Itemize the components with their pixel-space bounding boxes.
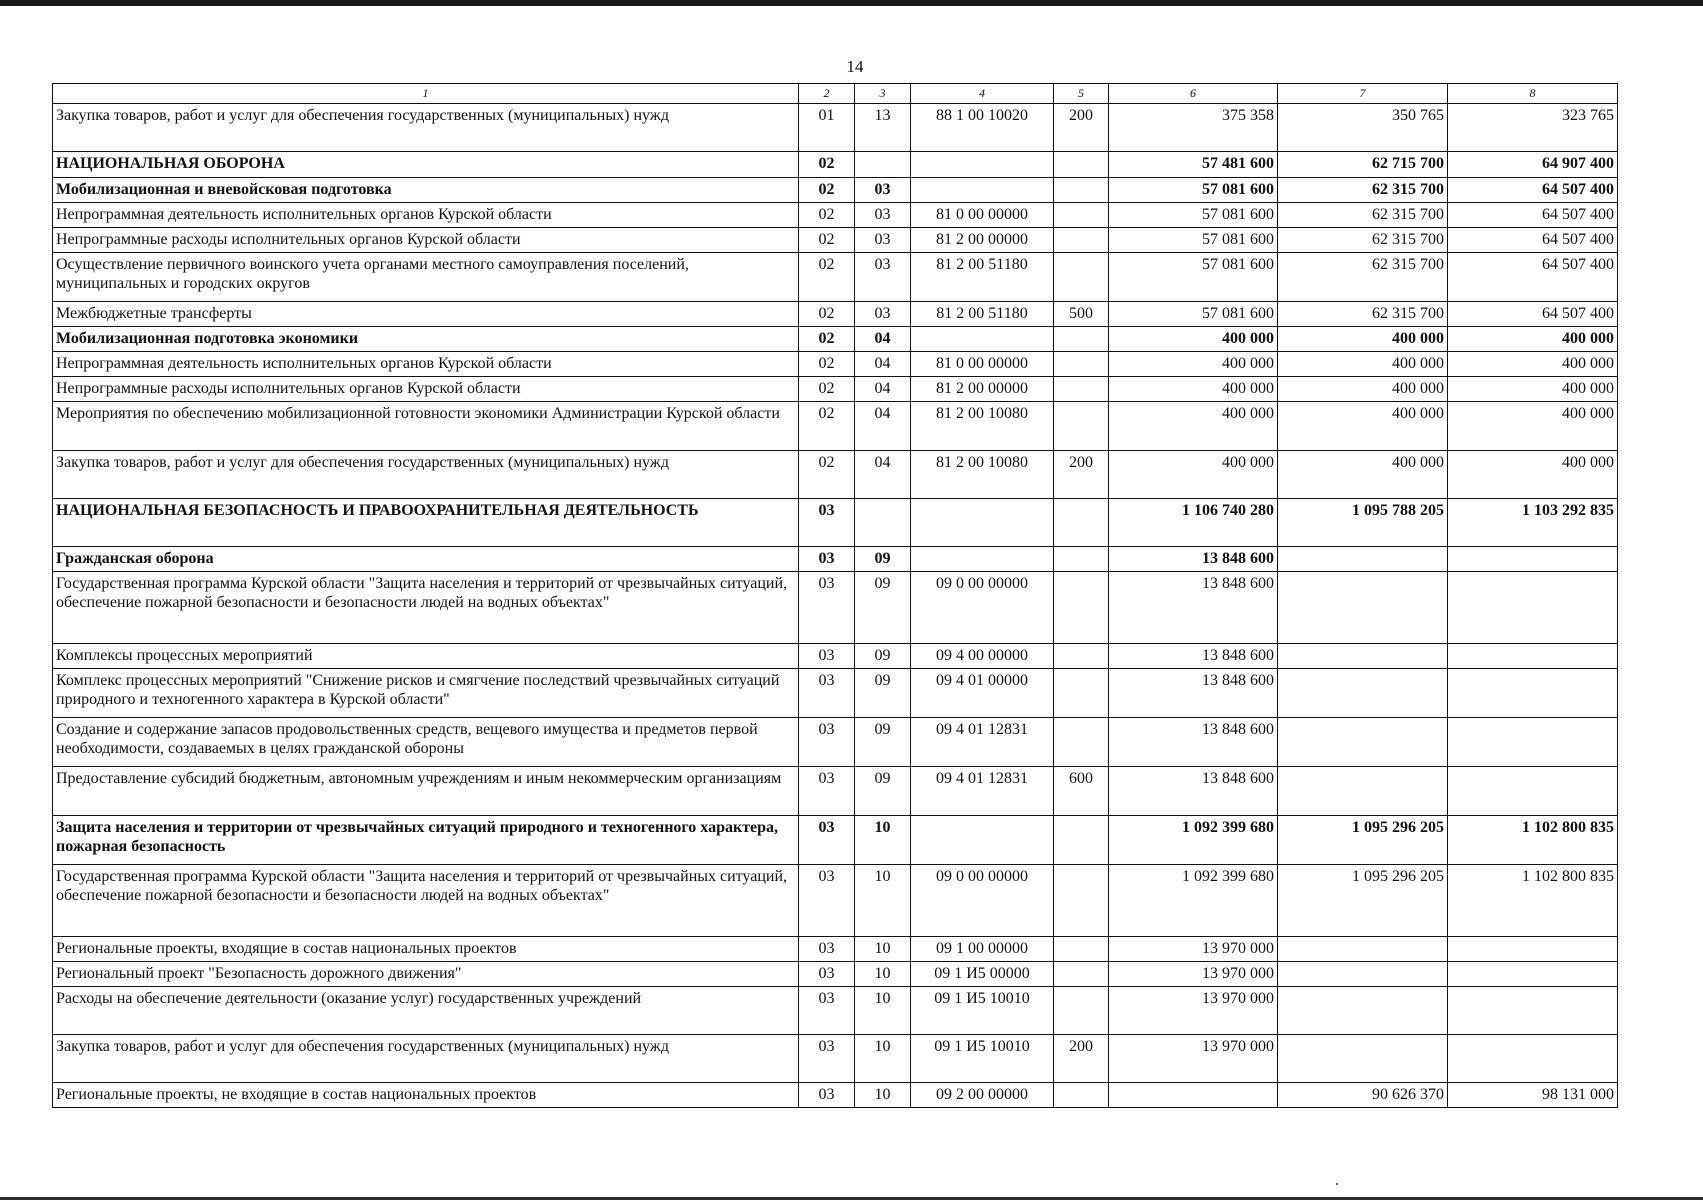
- amount-year2-cell: 1 095 296 205: [1278, 865, 1448, 937]
- subsection-code-cell: [855, 152, 911, 178]
- subsection-code-cell: 04: [855, 402, 911, 451]
- target-article-cell: [911, 152, 1054, 178]
- row-name-cell: НАЦИОНАЛЬНАЯ БЕЗОПАСНОСТЬ И ПРАВООХРАНИТЕЛЬНАЯ ДЕЯТЕЛЬНОСТЬ: [53, 499, 799, 547]
- amount-year2-cell: [1278, 547, 1448, 572]
- target-article-cell: [911, 499, 1054, 547]
- section-code-cell: 02: [799, 352, 855, 377]
- row-name-cell: Расходы на обеспечение деятельности (оказание услуг) государственных учреждений: [53, 987, 799, 1035]
- amount-year1-cell: 400 000: [1109, 352, 1278, 377]
- subsection-code-cell: 04: [855, 352, 911, 377]
- expense-type-cell: [1054, 937, 1109, 962]
- section-code-cell: 02: [799, 402, 855, 451]
- budget-table: [52, 83, 1618, 1108]
- section-code-cell: 03: [799, 1035, 855, 1083]
- target-article-cell: 81 0 00 00000: [911, 352, 1054, 377]
- expense-type-cell: 600: [1054, 767, 1109, 816]
- amount-year3-cell: [1448, 644, 1618, 669]
- column-number: 1: [53, 84, 799, 104]
- expense-type-cell: [1054, 962, 1109, 987]
- subsection-code-cell: 09: [855, 669, 911, 718]
- target-article-cell: 09 4 01 00000: [911, 669, 1054, 718]
- expense-type-cell: [1054, 572, 1109, 644]
- table-row: [53, 644, 1618, 669]
- amount-year3-cell: 98 131 000: [1448, 1083, 1618, 1108]
- table-row: [53, 178, 1618, 203]
- target-article-cell: 81 2 00 51180: [911, 253, 1054, 302]
- target-article-cell: 81 2 00 51180: [911, 302, 1054, 327]
- target-article-cell: 81 2 00 10080: [911, 451, 1054, 499]
- amount-year3-cell: 1 103 292 835: [1448, 499, 1618, 547]
- amount-year2-cell: 400 000: [1278, 402, 1448, 451]
- subsection-code-cell: 03: [855, 178, 911, 203]
- subsection-code-cell: 03: [855, 302, 911, 327]
- row-name-cell: Непрограммные расходы исполнительных органов Курской области: [53, 377, 799, 402]
- section-code-cell: 03: [799, 1083, 855, 1108]
- target-article-cell: [911, 178, 1054, 203]
- amount-year2-cell: 400 000: [1278, 451, 1448, 499]
- amount-year2-cell: [1278, 572, 1448, 644]
- expense-type-cell: [1054, 816, 1109, 865]
- row-name-cell: Непрограммные расходы исполнительных органов Курской области: [53, 228, 799, 253]
- table-row: [53, 669, 1618, 718]
- amount-year1-cell: 57 081 600: [1109, 228, 1278, 253]
- target-article-cell: [911, 327, 1054, 352]
- section-code-cell: 02: [799, 178, 855, 203]
- target-article-cell: 09 1 И5 10010: [911, 1035, 1054, 1083]
- amount-year3-cell: 64 907 400: [1448, 152, 1618, 178]
- expense-type-cell: [1054, 1083, 1109, 1108]
- subsection-code-cell: 13: [855, 104, 911, 152]
- expense-type-cell: [1054, 402, 1109, 451]
- amount-year1-cell: 57 081 600: [1109, 302, 1278, 327]
- row-name-cell: Закупка товаров, работ и услуг для обеспечения государственных (муниципальных) нужд: [53, 104, 799, 152]
- row-name-cell: Межбюджетные трансферты: [53, 302, 799, 327]
- amount-year1-cell: 1 092 399 680: [1109, 816, 1278, 865]
- column-number: 8: [1448, 84, 1618, 104]
- table-row: [53, 203, 1618, 228]
- expense-type-cell: 200: [1054, 1035, 1109, 1083]
- amount-year3-cell: [1448, 1035, 1618, 1083]
- amount-year1-cell: 57 481 600: [1109, 152, 1278, 178]
- column-number: 2: [799, 84, 855, 104]
- amount-year3-cell: 400 000: [1448, 402, 1618, 451]
- amount-year1-cell: 13 970 000: [1109, 962, 1278, 987]
- table-row: [53, 402, 1618, 451]
- table-row: [53, 816, 1618, 865]
- table-row: [53, 451, 1618, 499]
- table-row: [53, 547, 1618, 572]
- column-number: 5: [1054, 84, 1109, 104]
- amount-year2-cell: [1278, 937, 1448, 962]
- amount-year3-cell: [1448, 572, 1618, 644]
- row-name-cell: Гражданская оборона: [53, 547, 799, 572]
- amount-year1-cell: 400 000: [1109, 377, 1278, 402]
- table-row: [53, 1035, 1618, 1083]
- amount-year1-cell: 1 092 399 680: [1109, 865, 1278, 937]
- expense-type-cell: [1054, 352, 1109, 377]
- amount-year2-cell: 1 095 788 205: [1278, 499, 1448, 547]
- table-row: [53, 767, 1618, 816]
- amount-year3-cell: 64 507 400: [1448, 302, 1618, 327]
- subsection-code-cell: [855, 499, 911, 547]
- amount-year1-cell: 13 848 600: [1109, 767, 1278, 816]
- row-name-cell: Закупка товаров, работ и услуг для обеспечения государственных (муниципальных) нужд: [53, 1035, 799, 1083]
- subsection-code-cell: 10: [855, 937, 911, 962]
- expense-type-cell: [1054, 644, 1109, 669]
- amount-year3-cell: [1448, 669, 1618, 718]
- row-name-cell: НАЦИОНАЛЬНАЯ ОБОРОНА: [53, 152, 799, 178]
- table-row: [53, 327, 1618, 352]
- amount-year1-cell: 57 081 600: [1109, 203, 1278, 228]
- table-row: [53, 352, 1618, 377]
- amount-year1-cell: 1 106 740 280: [1109, 499, 1278, 547]
- subsection-code-cell: 10: [855, 987, 911, 1035]
- amount-year3-cell: 64 507 400: [1448, 203, 1618, 228]
- expense-type-cell: [1054, 228, 1109, 253]
- scan-top-border: [0, 0, 1703, 6]
- row-name-cell: Непрограммная деятельность исполнительных органов Курской области: [53, 203, 799, 228]
- column-number: 4: [911, 84, 1054, 104]
- expense-type-cell: [1054, 203, 1109, 228]
- subsection-code-cell: 09: [855, 767, 911, 816]
- section-code-cell: 03: [799, 937, 855, 962]
- expense-type-cell: [1054, 987, 1109, 1035]
- table-row: [53, 987, 1618, 1035]
- amount-year2-cell: 62 315 700: [1278, 302, 1448, 327]
- target-article-cell: 81 2 00 00000: [911, 377, 1054, 402]
- target-article-cell: 09 1 И5 10010: [911, 987, 1054, 1035]
- expense-type-cell: [1054, 253, 1109, 302]
- row-name-cell: Комплекс процессных мероприятий "Снижение рисков и смягчение последствий чрезвычайных ситуаций природного и техногенного характера в Курской области": [53, 669, 799, 718]
- row-name-cell: Региональные проекты, входящие в состав национальных проектов: [53, 937, 799, 962]
- amount-year1-cell: 13 848 600: [1109, 547, 1278, 572]
- amount-year1-cell: 13 970 000: [1109, 937, 1278, 962]
- target-article-cell: 81 0 00 00000: [911, 203, 1054, 228]
- subsection-code-cell: 03: [855, 228, 911, 253]
- target-article-cell: 09 0 00 00000: [911, 572, 1054, 644]
- amount-year3-cell: 64 507 400: [1448, 228, 1618, 253]
- table-row: [53, 104, 1618, 152]
- row-name-cell: Осуществление первичного воинского учета органами местного самоуправления поселений, муниципальных и городских округов: [53, 253, 799, 302]
- subsection-code-cell: 04: [855, 327, 911, 352]
- section-code-cell: 03: [799, 767, 855, 816]
- target-article-cell: 81 2 00 00000: [911, 228, 1054, 253]
- amount-year1-cell: [1109, 1083, 1278, 1108]
- amount-year2-cell: 62 715 700: [1278, 152, 1448, 178]
- section-code-cell: 02: [799, 451, 855, 499]
- expense-type-cell: [1054, 669, 1109, 718]
- row-name-cell: Создание и содержание запасов продовольственных средств, вещевого имущества и предметов первой необходимости, создаваемых в целях гражданской обороны: [53, 718, 799, 767]
- table-body: [53, 104, 1618, 1108]
- target-article-cell: 09 4 01 12831: [911, 767, 1054, 816]
- section-code-cell: 02: [799, 377, 855, 402]
- expense-type-cell: [1054, 547, 1109, 572]
- expense-type-cell: [1054, 718, 1109, 767]
- amount-year1-cell: 13 848 600: [1109, 669, 1278, 718]
- amount-year3-cell: [1448, 547, 1618, 572]
- amount-year2-cell: 90 626 370: [1278, 1083, 1448, 1108]
- section-code-cell: 02: [799, 228, 855, 253]
- amount-year2-cell: 400 000: [1278, 377, 1448, 402]
- section-code-cell: 03: [799, 572, 855, 644]
- table-row: [53, 302, 1618, 327]
- column-number: 3: [855, 84, 911, 104]
- subsection-code-cell: 10: [855, 865, 911, 937]
- amount-year3-cell: 64 507 400: [1448, 253, 1618, 302]
- expense-type-cell: [1054, 327, 1109, 352]
- amount-year3-cell: [1448, 962, 1618, 987]
- table-row: [53, 865, 1618, 937]
- section-code-cell: 03: [799, 865, 855, 937]
- subsection-code-cell: 03: [855, 203, 911, 228]
- amount-year2-cell: 62 315 700: [1278, 203, 1448, 228]
- amount-year2-cell: 400 000: [1278, 327, 1448, 352]
- amount-year3-cell: [1448, 718, 1618, 767]
- section-code-cell: 03: [799, 718, 855, 767]
- amount-year2-cell: [1278, 767, 1448, 816]
- row-name-cell: Закупка товаров, работ и услуг для обеспечения государственных (муниципальных) нужд: [53, 451, 799, 499]
- column-number-row: [53, 84, 1618, 104]
- amount-year2-cell: 400 000: [1278, 352, 1448, 377]
- amount-year3-cell: [1448, 767, 1618, 816]
- target-article-cell: 09 1 И5 00000: [911, 962, 1054, 987]
- section-code-cell: 02: [799, 302, 855, 327]
- target-article-cell: 09 4 00 00000: [911, 644, 1054, 669]
- section-code-cell: 02: [799, 152, 855, 178]
- subsection-code-cell: 10: [855, 1035, 911, 1083]
- section-code-cell: 03: [799, 499, 855, 547]
- amount-year2-cell: 62 315 700: [1278, 228, 1448, 253]
- amount-year1-cell: 13 848 600: [1109, 718, 1278, 767]
- amount-year2-cell: 62 315 700: [1278, 253, 1448, 302]
- section-code-cell: 03: [799, 816, 855, 865]
- table-row: [53, 572, 1618, 644]
- amount-year1-cell: 57 081 600: [1109, 253, 1278, 302]
- amount-year1-cell: 13 848 600: [1109, 572, 1278, 644]
- table-row: [53, 253, 1618, 302]
- amount-year2-cell: [1278, 987, 1448, 1035]
- amount-year3-cell: 323 765: [1448, 104, 1618, 152]
- subsection-code-cell: 10: [855, 816, 911, 865]
- amount-year2-cell: [1278, 718, 1448, 767]
- column-number: 7: [1278, 84, 1448, 104]
- section-code-cell: 03: [799, 547, 855, 572]
- amount-year1-cell: 13 970 000: [1109, 1035, 1278, 1083]
- row-name-cell: Мобилизационная и вневойсковая подготовка: [53, 178, 799, 203]
- row-name-cell: Мобилизационная подготовка экономики: [53, 327, 799, 352]
- table-row: [53, 718, 1618, 767]
- amount-year3-cell: 400 000: [1448, 451, 1618, 499]
- target-article-cell: 88 1 00 10020: [911, 104, 1054, 152]
- section-code-cell: 01: [799, 104, 855, 152]
- expense-type-cell: 500: [1054, 302, 1109, 327]
- expense-type-cell: 200: [1054, 451, 1109, 499]
- amount-year2-cell: [1278, 1035, 1448, 1083]
- amount-year2-cell: 350 765: [1278, 104, 1448, 152]
- row-name-cell: Региональные проекты, не входящие в состав национальных проектов: [53, 1083, 799, 1108]
- amount-year2-cell: [1278, 962, 1448, 987]
- amount-year1-cell: 57 081 600: [1109, 178, 1278, 203]
- section-code-cell: 02: [799, 253, 855, 302]
- subsection-code-cell: 09: [855, 547, 911, 572]
- amount-year3-cell: 400 000: [1448, 377, 1618, 402]
- amount-year3-cell: 1 102 800 835: [1448, 865, 1618, 937]
- column-number: 6: [1109, 84, 1278, 104]
- target-article-cell: 81 2 00 10080: [911, 402, 1054, 451]
- target-article-cell: [911, 816, 1054, 865]
- table-row: [53, 499, 1618, 547]
- table-row: [53, 1083, 1618, 1108]
- expense-type-cell: [1054, 377, 1109, 402]
- target-article-cell: [911, 547, 1054, 572]
- amount-year1-cell: 400 000: [1109, 402, 1278, 451]
- subsection-code-cell: 10: [855, 1083, 911, 1108]
- row-name-cell: Защита населения и территории от чрезвычайных ситуаций природного и техногенного характера, пожарная безопасность: [53, 816, 799, 865]
- amount-year1-cell: 375 358: [1109, 104, 1278, 152]
- page-number: 14: [846, 57, 864, 76]
- row-name-cell: Непрограммная деятельность исполнительных органов Курской области: [53, 352, 799, 377]
- amount-year3-cell: 400 000: [1448, 352, 1618, 377]
- subsection-code-cell: 09: [855, 644, 911, 669]
- subsection-code-cell: 03: [855, 253, 911, 302]
- amount-year1-cell: 13 970 000: [1109, 987, 1278, 1035]
- expense-type-cell: [1054, 178, 1109, 203]
- table-row: [53, 228, 1618, 253]
- section-code-cell: 02: [799, 203, 855, 228]
- amount-year2-cell: 62 315 700: [1278, 178, 1448, 203]
- subsection-code-cell: 04: [855, 451, 911, 499]
- amount-year2-cell: [1278, 644, 1448, 669]
- row-name-cell: Комплексы процессных мероприятий: [53, 644, 799, 669]
- table-row: [53, 937, 1618, 962]
- amount-year2-cell: 1 095 296 205: [1278, 816, 1448, 865]
- amount-year3-cell: [1448, 987, 1618, 1035]
- amount-year3-cell: [1448, 937, 1618, 962]
- row-name-cell: Мероприятия по обеспечению мобилизационной готовности экономики Администрации Курской области: [53, 402, 799, 451]
- amount-year2-cell: [1278, 669, 1448, 718]
- target-article-cell: 09 2 00 00000: [911, 1083, 1054, 1108]
- section-code-cell: 02: [799, 327, 855, 352]
- amount-year1-cell: 400 000: [1109, 327, 1278, 352]
- amount-year1-cell: 400 000: [1109, 451, 1278, 499]
- subsection-code-cell: 10: [855, 962, 911, 987]
- row-name-cell: Предоставление субсидий бюджетным, автономным учреждениям и иным некоммерческим организациям: [53, 767, 799, 816]
- expense-type-cell: [1054, 865, 1109, 937]
- amount-year3-cell: 1 102 800 835: [1448, 816, 1618, 865]
- table-row: [53, 377, 1618, 402]
- target-article-cell: 09 0 00 00000: [911, 865, 1054, 937]
- subsection-code-cell: 09: [855, 718, 911, 767]
- target-article-cell: 09 4 01 12831: [911, 718, 1054, 767]
- expense-type-cell: [1054, 152, 1109, 178]
- row-name-cell: Государственная программа Курской области "Защита населения и территорий от чрезвычайных ситуаций, обеспечение пожарной безопасности и безопасности людей на водных объектах": [53, 572, 799, 644]
- subsection-code-cell: 09: [855, 572, 911, 644]
- amount-year3-cell: 400 000: [1448, 327, 1618, 352]
- subsection-code-cell: 04: [855, 377, 911, 402]
- section-code-cell: 03: [799, 644, 855, 669]
- target-article-cell: 09 1 00 00000: [911, 937, 1054, 962]
- expense-type-cell: 200: [1054, 104, 1109, 152]
- amount-year1-cell: 13 848 600: [1109, 644, 1278, 669]
- section-code-cell: 03: [799, 962, 855, 987]
- table-row: [53, 152, 1618, 178]
- row-name-cell: Государственная программа Курской области "Защита населения и территорий от чрезвычайных ситуаций, обеспечение пожарной безопасности и безопасности людей на водных объектах": [53, 865, 799, 937]
- section-code-cell: 03: [799, 987, 855, 1035]
- section-code-cell: 03: [799, 669, 855, 718]
- row-name-cell: Региональный проект "Безопасность дорожного движения": [53, 962, 799, 987]
- scan-speck: [1336, 1183, 1338, 1185]
- table-row: [53, 962, 1618, 987]
- expense-type-cell: [1054, 499, 1109, 547]
- amount-year3-cell: 64 507 400: [1448, 178, 1618, 203]
